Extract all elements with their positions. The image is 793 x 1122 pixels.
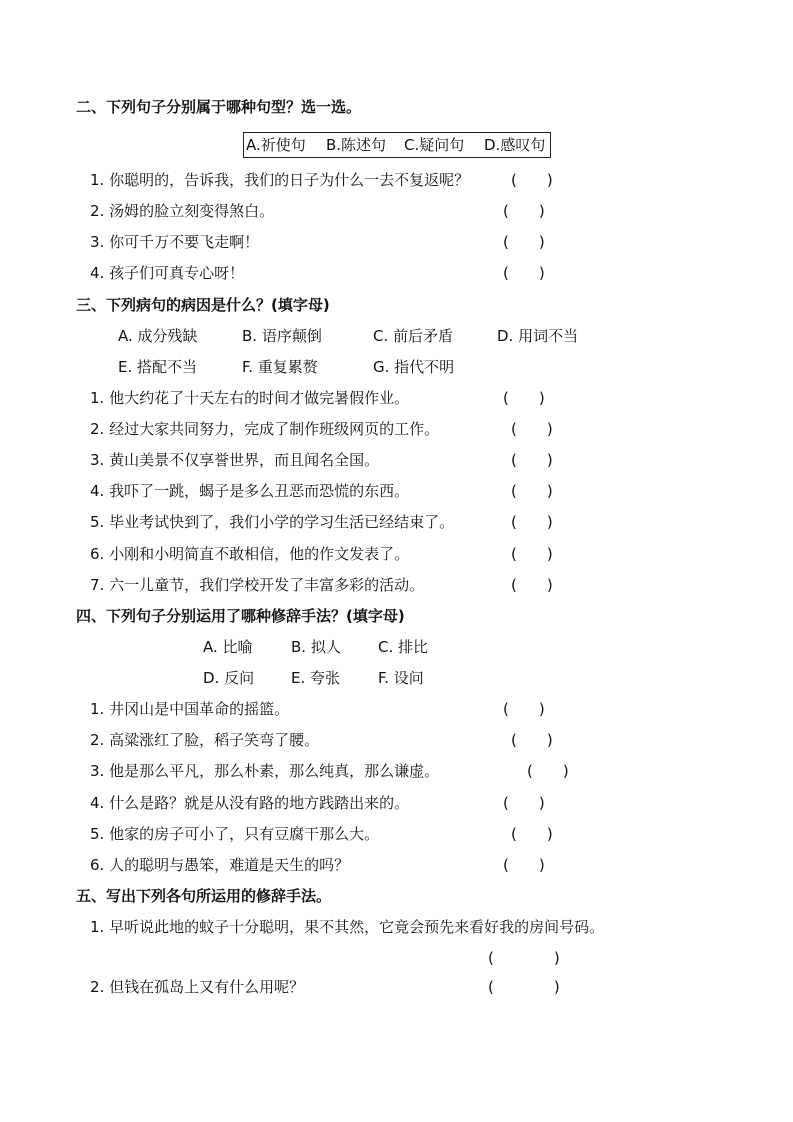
- answer-blank[interactable]: ( ): [511, 825, 553, 843]
- s2-item-2: 2. 汤姆的脸立刻变得煞白。: [90, 202, 275, 220]
- answer-blank[interactable]: ( ): [503, 264, 545, 282]
- s2-item-4: 4. 孩子们可真专心呀！: [90, 264, 245, 282]
- answer-blank[interactable]: ( ): [511, 545, 553, 563]
- answer-blank[interactable]: ( ): [503, 794, 545, 812]
- answer-blank[interactable]: ( ): [503, 856, 545, 874]
- answer-blank[interactable]: ( ): [503, 202, 545, 220]
- s4-item-4: 4. 什么是路？就是从没有路的地方践踏出来的。: [90, 794, 410, 812]
- s3-item-7: 7. 六一儿童节，我们学校开发了丰富多彩的活动。: [90, 576, 425, 594]
- option-d: D. 用词不当: [497, 327, 579, 345]
- option-a: A.祈使句: [246, 136, 306, 154]
- answer-blank[interactable]: ( ): [488, 949, 560, 967]
- s2-item-3: 3. 你可千万不要飞走啊！: [90, 233, 260, 251]
- s5-item-1: 1. 早听说此地的蚊子十分聪明，果不其然，它竟会预先来看好我的房间号码。: [90, 918, 605, 936]
- option-c: C. 排比: [378, 638, 429, 656]
- section-4-heading: 四、下列句子分别运用了哪种修辞手法？(填字母): [76, 607, 405, 625]
- answer-blank[interactable]: ( ): [503, 233, 545, 251]
- s3-item-6: 6. 小刚和小明简直不敢相信，他的作文发表了。: [90, 545, 410, 563]
- answer-blank[interactable]: ( ): [511, 420, 553, 438]
- section-3-heading: 三、下列病句的病因是什么？(填字母): [76, 296, 330, 314]
- answer-blank[interactable]: ( ): [511, 513, 553, 531]
- section-2-heading: 二、下列句子分别属于哪种句型？选一选。: [76, 98, 362, 116]
- answer-blank[interactable]: ( ): [511, 731, 553, 749]
- s4-item-1: 1. 井冈山是中国革命的摇篮。: [90, 700, 290, 718]
- answer-blank[interactable]: ( ): [511, 171, 553, 189]
- s2-item-1: 1. 你聪明的，告诉我，我们的日子为什么一去不复返呢？: [90, 171, 470, 189]
- answer-blank[interactable]: ( ): [511, 482, 553, 500]
- s4-item-5: 5. 他家的房子可小了，只有豆腐干那么大。: [90, 825, 380, 843]
- s3-item-3: 3. 黄山美景不仅享誉世界，而且闻名全国。: [90, 451, 380, 469]
- option-g: G. 指代不明: [373, 358, 455, 376]
- option-b: B.陈述句: [326, 136, 387, 154]
- answer-blank[interactable]: ( ): [511, 451, 553, 469]
- option-b: B. 语序颠倒: [242, 327, 322, 345]
- s3-item-5: 5. 毕业考试快到了，我们小学的学习生活已经结束了。: [90, 513, 455, 531]
- option-c: C.疑问句: [404, 136, 465, 154]
- s4-item-2: 2. 高粱涨红了脸，稻子笑弯了腰。: [90, 731, 320, 749]
- answer-blank[interactable]: ( ): [503, 389, 545, 407]
- s4-item-3: 3. 他是那么平凡，那么朴素，那么纯真，那么谦虚。: [90, 762, 440, 780]
- option-f: F. 设问: [378, 669, 424, 687]
- s3-item-4: 4. 我吓了一跳，蝎子是多么丑恶而恐慌的东西。: [90, 482, 410, 500]
- option-b: B. 拟人: [291, 638, 341, 656]
- option-a: A. 比喻: [203, 638, 253, 656]
- answer-blank[interactable]: ( ): [527, 762, 569, 780]
- option-d: D. 反问: [203, 669, 255, 687]
- option-d: D.感叹句: [484, 136, 546, 154]
- sentence-type-options-box: [243, 132, 551, 158]
- answer-blank[interactable]: ( ): [503, 700, 545, 718]
- option-e: E. 夸张: [291, 669, 341, 687]
- option-f: F. 重复累赘: [242, 358, 318, 376]
- option-c: C. 前后矛盾: [373, 327, 454, 345]
- option-e: E. 搭配不当: [118, 358, 198, 376]
- section-5-heading: 五、写出下列各句所运用的修辞手法。: [76, 887, 332, 905]
- s3-item-1: 1. 他大约花了十天左右的时间才做完暑假作业。: [90, 389, 410, 407]
- s3-item-2: 2. 经过大家共同努力，完成了制作班级网页的工作。: [90, 420, 440, 438]
- s5-item-2: 2. 但钱在孤岛上又有什么用呢？: [90, 978, 305, 996]
- answer-blank[interactable]: ( ): [511, 576, 553, 594]
- option-a: A. 成分残缺: [118, 327, 198, 345]
- s4-item-6: 6. 人的聪明与愚笨，难道是天生的吗？: [90, 856, 350, 874]
- answer-blank[interactable]: ( ): [488, 978, 560, 996]
